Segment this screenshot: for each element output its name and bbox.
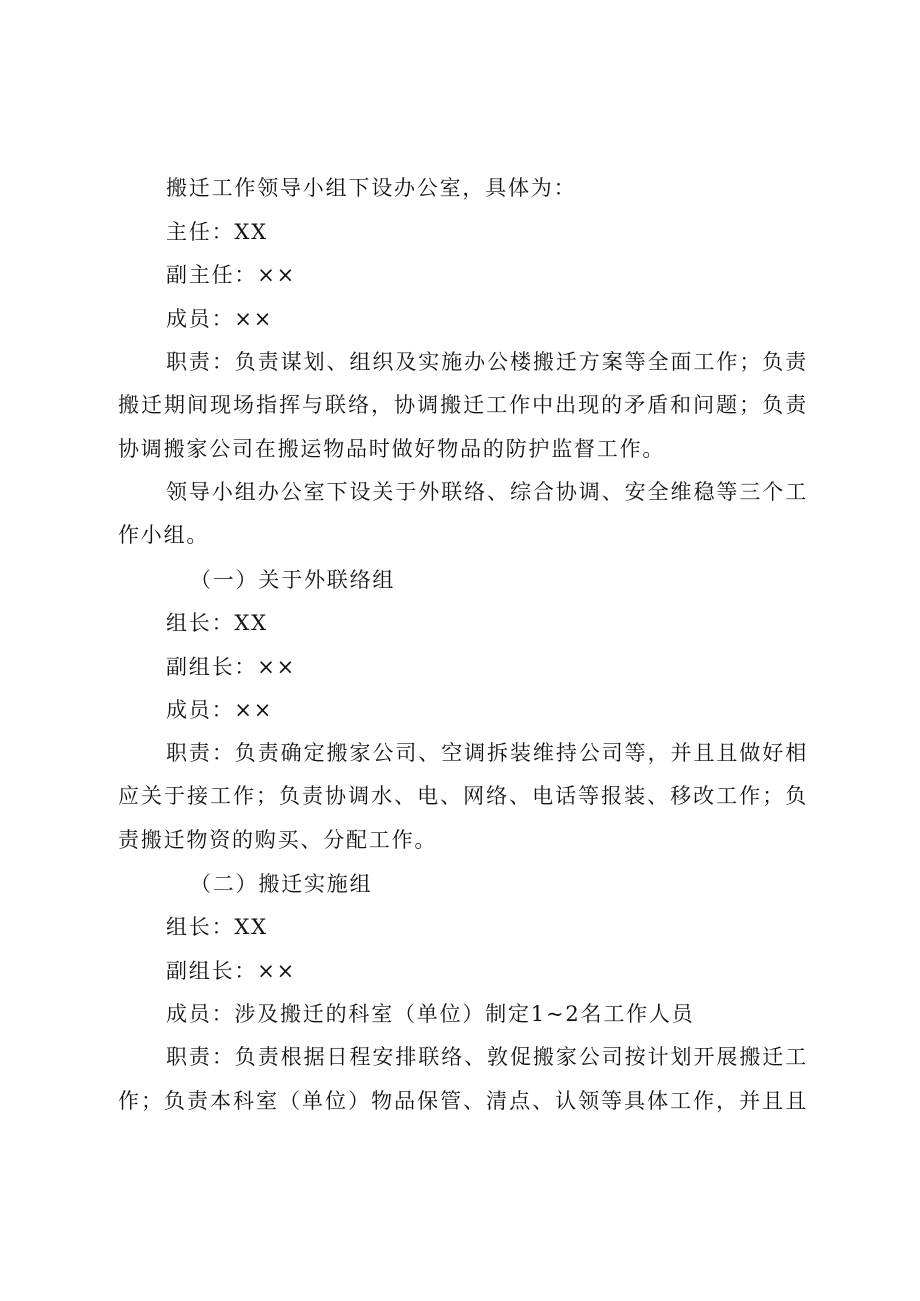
duties-line-3: 协调搬家公司在搬运物品时做好物品的防护监督工作。 <box>118 437 666 461</box>
section-heading-2: （二）搬迁实施组 <box>190 872 373 896</box>
group1-deputy-line: 副组长：×× <box>166 655 296 679</box>
deputy-director-line: 副主任：×× <box>166 263 296 287</box>
section-heading-1: （一）关于外联络组 <box>190 568 396 592</box>
office-intro-line: 搬迁工作领导小组下设办公室，具体为： <box>166 176 577 200</box>
director-line: 主任：XX <box>166 220 268 244</box>
group2-duties-line-1: 职责：负责根据日程安排联络、敦促搬家公司按计划开展搬迁工 <box>166 1045 808 1069</box>
group1-duties-line-1: 职责：负责确定搬家公司、空调拆装维持公司等，并且且做好相 <box>166 741 808 765</box>
duties-line-2: 搬迁期间现场指挥与联络，协调搬迁工作中出现的矛盾和问题；负责 <box>118 393 808 417</box>
group1-members-line: 成员：×× <box>166 698 274 722</box>
subgroups-line-2: 作小组。 <box>118 523 210 547</box>
duties-line-1: 职责：负责谋划、组织及实施办公楼搬迁方案等全面工作；负责 <box>166 350 808 374</box>
group1-duties-line-3: 责搬迁物资的购买、分配工作。 <box>118 828 438 852</box>
subgroups-line-1: 领导小组办公室下设关于外联络、综合协调、安全维稳等三个工 <box>166 480 808 504</box>
members-line: 成员：×× <box>166 307 274 331</box>
group1-duties-line-2: 应关于接工作；负责协调水、电、网络、电话等报装、移改工作；负 <box>118 784 808 808</box>
group2-duties-line-2: 作；负责本科室（单位）物品保管、清点、认领等具体工作，并且且 <box>118 1089 808 1113</box>
group2-members-line: 成员：涉及搬迁的科室（单位）制定1~2名工作人员 <box>166 1002 695 1026</box>
group2-deputy-line: 副组长：×× <box>166 959 296 983</box>
group1-leader-line: 组长：XX <box>166 611 268 635</box>
group2-leader-line: 组长：XX <box>166 915 268 939</box>
